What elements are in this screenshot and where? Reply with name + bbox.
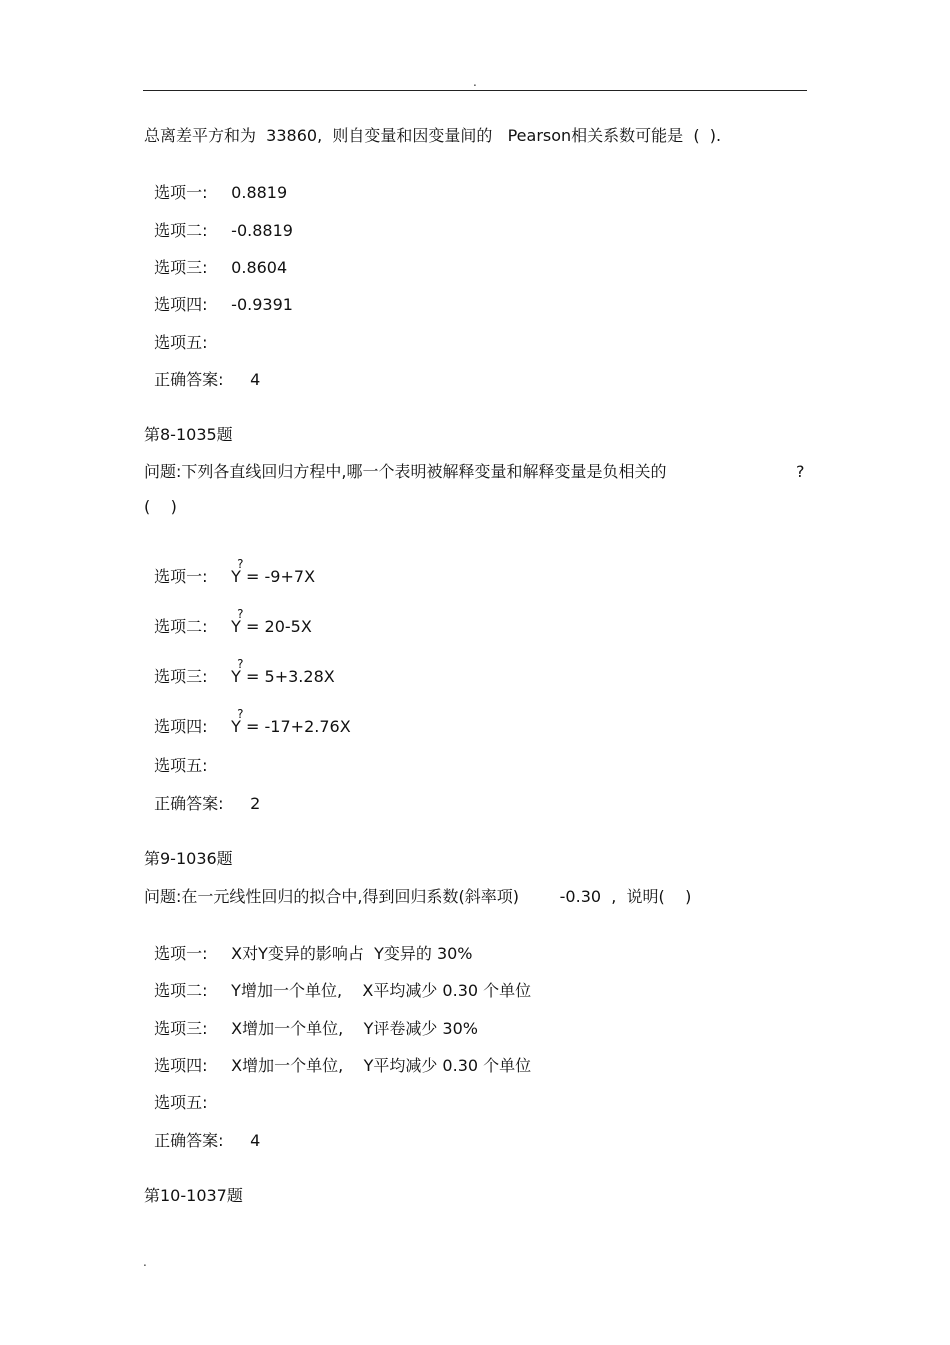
option-value: 0.8604	[231, 258, 288, 277]
q9-option-2	[144, 961, 531, 1001]
y-hat-mark: ?	[237, 557, 244, 571]
y-hat-mark: ?	[237, 607, 244, 621]
option-label: 选项五:	[154, 333, 208, 352]
y-hat-symbol	[231, 657, 244, 687]
q7-question-text: 总离差平方和为 33860, 则自变量和因变量间的 Pearson相关系数可能是 ( ).	[144, 126, 722, 145]
option-value: Y增加一个单位, X平均减少 0.30 个单位	[231, 981, 532, 1000]
option-value: X对Y变异的影响占 Y变异的 30%	[231, 944, 473, 963]
answer-value: 2	[250, 794, 261, 813]
option-label: 选项五:	[154, 756, 208, 775]
option-value: -0.8819	[231, 221, 293, 240]
option-value: = 5+3.28X	[240, 667, 335, 686]
y-hat-letter: Y	[231, 617, 241, 636]
q7-option-5	[144, 313, 231, 353]
q8-question-text: 问题:下列各直线回归方程中,哪一个表明被解释变量和解释变量是负相关的	[144, 462, 667, 481]
q9-option-1	[144, 924, 473, 964]
option-label: 选项一:	[154, 183, 208, 202]
y-hat-letter: Y	[231, 667, 241, 686]
header-rule	[143, 90, 807, 91]
option-label: 选项四:	[154, 717, 208, 736]
option-label: 选项二:	[154, 617, 208, 636]
option-label: 选项四:	[154, 1056, 208, 1075]
q8-answer	[144, 774, 260, 814]
option-label: 选项三:	[154, 1019, 208, 1038]
answer-label: 正确答案:	[154, 370, 224, 389]
q8-option-5	[144, 736, 231, 776]
y-hat-mark: ?	[237, 657, 244, 671]
answer-value: 4	[250, 1131, 261, 1150]
y-hat-mark: ?	[237, 707, 244, 721]
option-value: -0.9391	[231, 295, 293, 314]
q7-option-3	[144, 238, 287, 278]
option-value: = -9+7X	[240, 567, 316, 586]
q8-question-mark: ?	[796, 462, 805, 481]
q9-option-4	[144, 1036, 531, 1076]
q9-answer	[144, 1111, 260, 1151]
option-label: 选项三:	[154, 258, 208, 277]
y-hat-letter: Y	[231, 717, 241, 736]
q8-option-3	[144, 647, 335, 687]
option-label: 选项三:	[154, 667, 208, 686]
answer-label: 正确答案:	[154, 794, 224, 813]
option-label: 选项二:	[154, 221, 208, 240]
option-label: 选项一:	[154, 944, 208, 963]
option-label: 选项二:	[154, 981, 208, 1000]
q8-option-2	[144, 597, 312, 637]
q9-heading: 第9-1036题	[144, 849, 233, 868]
q10-heading: 第10-1037题	[144, 1186, 243, 1205]
q8-option-1	[144, 547, 315, 587]
footer-dot: .	[143, 1255, 147, 1269]
option-value: X增加一个单位, Y评卷减少 30%	[231, 1019, 478, 1038]
option-value: = -17+2.76X	[240, 717, 351, 736]
y-hat-symbol	[231, 557, 244, 587]
y-hat-letter: Y	[231, 567, 241, 586]
q8-heading: 第8-1035题	[144, 425, 233, 444]
option-label: 选项五:	[154, 1093, 208, 1112]
header-dot: .	[473, 75, 477, 89]
y-hat-symbol	[231, 607, 244, 637]
answer-label: 正确答案:	[154, 1131, 224, 1150]
option-label: 选项一:	[154, 567, 208, 586]
q7-option-1	[144, 163, 287, 203]
q7-option-2	[144, 201, 293, 241]
y-hat-symbol	[231, 707, 244, 737]
option-label: 选项四:	[154, 295, 208, 314]
q9-question-text: 问题:在一元线性回归的拟合中,得到回归系数(斜率项) -0.30 , 说明( )	[144, 887, 692, 906]
option-value: X增加一个单位, Y平均减少 0.30 个单位	[231, 1056, 532, 1075]
answer-value: 4	[250, 370, 261, 389]
q8-question-parens: ( )	[144, 497, 177, 516]
option-value: = 20-5X	[240, 617, 312, 636]
q9-option-5	[144, 1073, 231, 1113]
option-value: 0.8819	[231, 183, 288, 202]
q7-answer	[144, 350, 260, 390]
q9-option-3	[144, 999, 478, 1039]
q7-option-4	[144, 275, 293, 315]
q8-option-4	[144, 697, 351, 737]
